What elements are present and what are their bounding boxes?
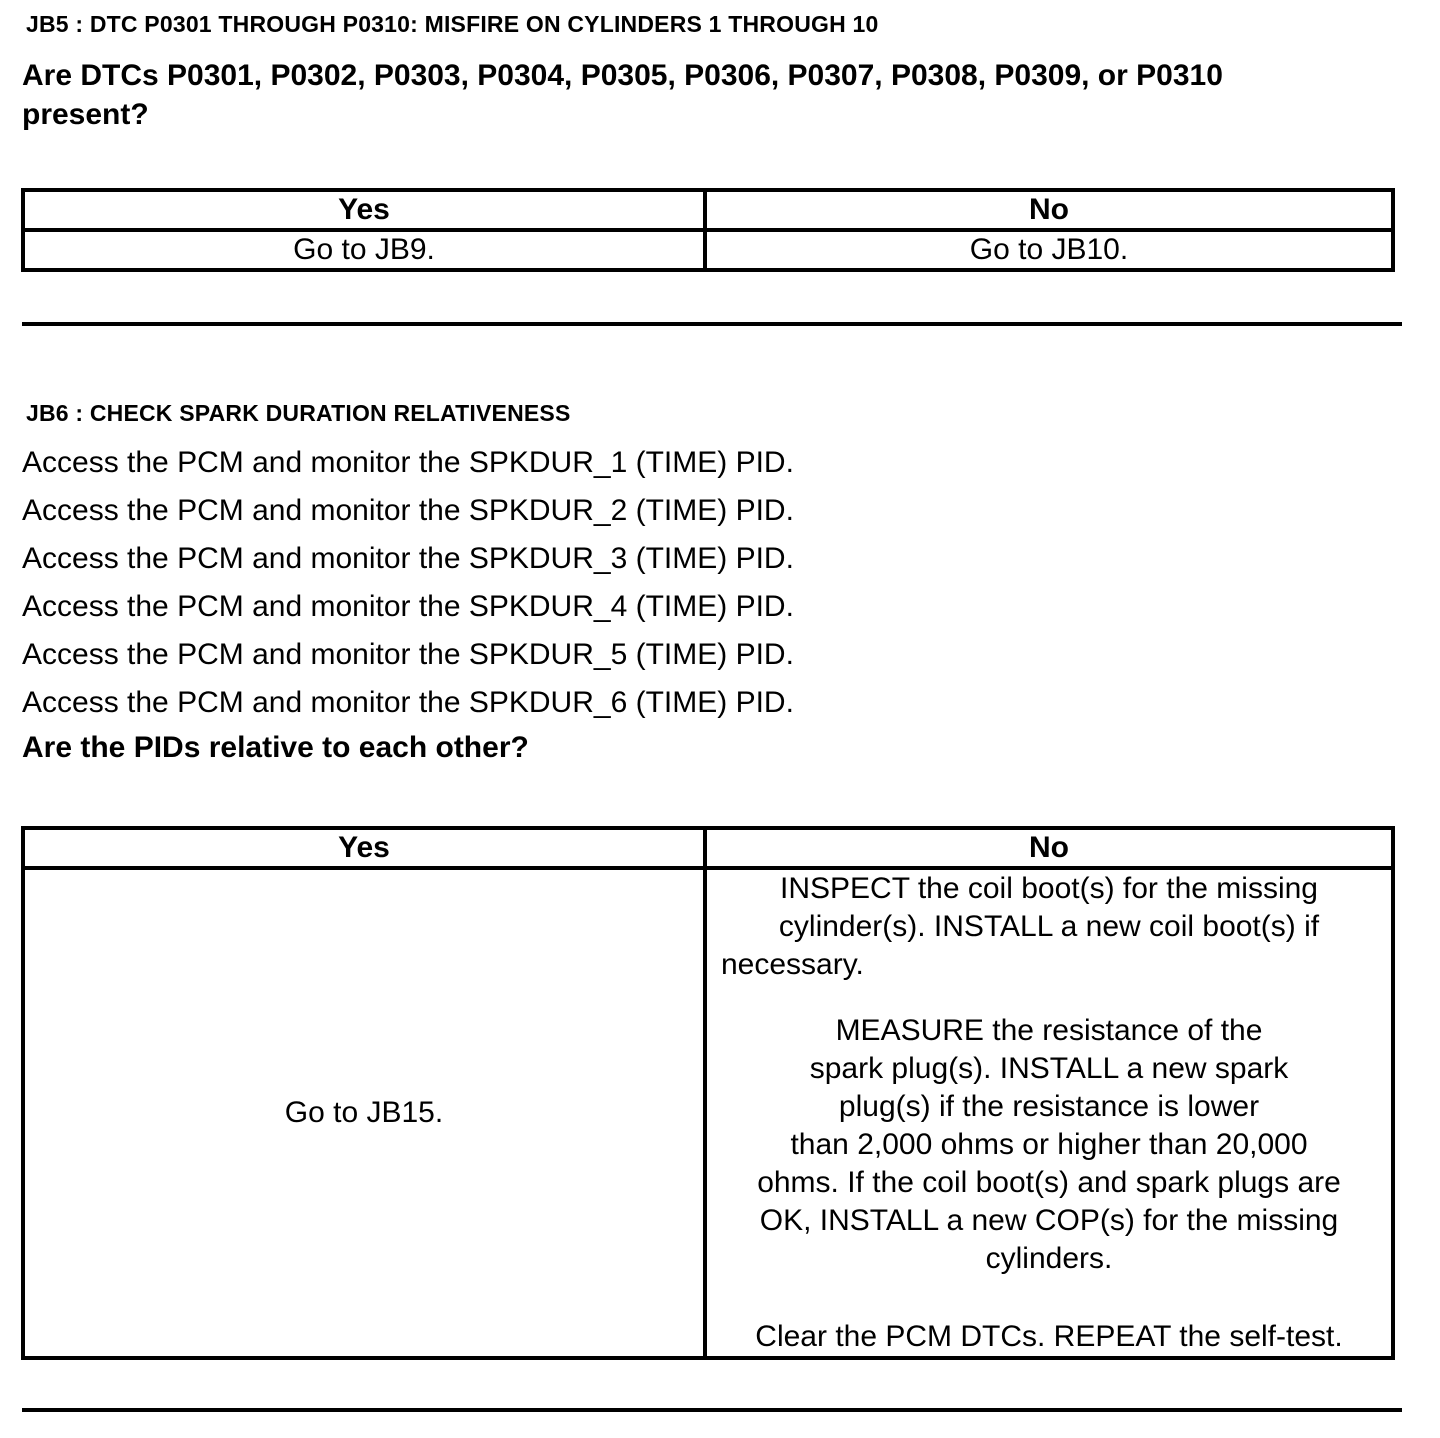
- jb6-step-6: Access the PCM and monitor the SPKDUR_6 (TIME) PID.: [22, 686, 794, 719]
- jb6-no-paragraph-3: [711, 1318, 1387, 1356]
- jb5-yes-header: Yes: [23, 190, 705, 230]
- jb5-heading: JB5 : DTC P0301 THROUGH P0310: MISFIRE ON CYLINDERS 1 THROUGH 10: [26, 11, 879, 37]
- jb6-no-para2-line: OK, INSTALL a new COP(s) for the missing: [759, 1204, 1339, 1237]
- jb6-no-para2-line: than 2,000 ohms or higher than 20,000: [790, 1128, 1308, 1161]
- jb6-step-1: Access the PCM and monitor the SPKDUR_1 (TIME) PID.: [22, 446, 794, 479]
- section-divider: [22, 1408, 1402, 1412]
- jb6-no-para2-line: ohms. If the coil boot(s) and spark plugs are: [757, 1166, 1341, 1199]
- jb6-no-para2-line: MEASURE the resistance of the: [835, 1014, 1263, 1047]
- jb5-result-table: [21, 188, 1395, 272]
- jb6-no-header: No: [705, 828, 1393, 868]
- jb6-heading: JB6 : CHECK SPARK DURATION RELATIVENESS: [26, 400, 571, 426]
- jb6-question: Are the PIDs relative to each other?: [22, 731, 529, 764]
- jb6-no-para2-line: cylinders.: [985, 1242, 1113, 1275]
- jb5-question-line1: Are DTCs P0301, P0302, P0303, P0304, P0305, P0306, P0307, P0308, P0309, or P0310: [22, 59, 1223, 92]
- jb5-question-line2: present?: [22, 98, 149, 131]
- jb6-no-paragraph-1: [711, 870, 1387, 984]
- jb5-question: [22, 56, 1223, 134]
- jb6-step-3: Access the PCM and monitor the SPKDUR_3 (TIME) PID.: [22, 542, 794, 575]
- jb5-no-action: Go to JB10.: [705, 230, 1393, 270]
- jb6-no-para2-line: spark plug(s). INSTALL a new spark: [809, 1052, 1289, 1085]
- jb6-no-paragraph-2: [711, 1012, 1387, 1278]
- jb6-no-para1-line: INSPECT the coil boot(s) for the missing: [780, 872, 1318, 905]
- jb6-no-action: [705, 868, 1393, 1358]
- jb6-step-5: Access the PCM and monitor the SPKDUR_5 (TIME) PID.: [22, 638, 794, 671]
- jb6-yes-action: Go to JB15.: [23, 868, 705, 1358]
- jb6-result-table: [21, 826, 1395, 1360]
- jb6-step-4: Access the PCM and monitor the SPKDUR_4 (TIME) PID.: [22, 590, 794, 623]
- jb5-no-header: No: [705, 190, 1393, 230]
- jb6-no-para1-line: necessary.: [721, 948, 864, 981]
- jb6-no-para3-line: Clear the PCM DTCs. REPEAT the self-test.: [755, 1320, 1343, 1353]
- section-divider: [22, 322, 1402, 326]
- jb6-no-para2-line: plug(s) if the resistance is lower: [838, 1090, 1260, 1123]
- jb5-yes-action: Go to JB9.: [23, 230, 705, 270]
- jb6-step-2: Access the PCM and monitor the SPKDUR_2 (TIME) PID.: [22, 494, 794, 527]
- jb6-no-para1-line: cylinder(s). INSTALL a new coil boot(s) if: [778, 910, 1320, 943]
- jb6-yes-header: Yes: [23, 828, 705, 868]
